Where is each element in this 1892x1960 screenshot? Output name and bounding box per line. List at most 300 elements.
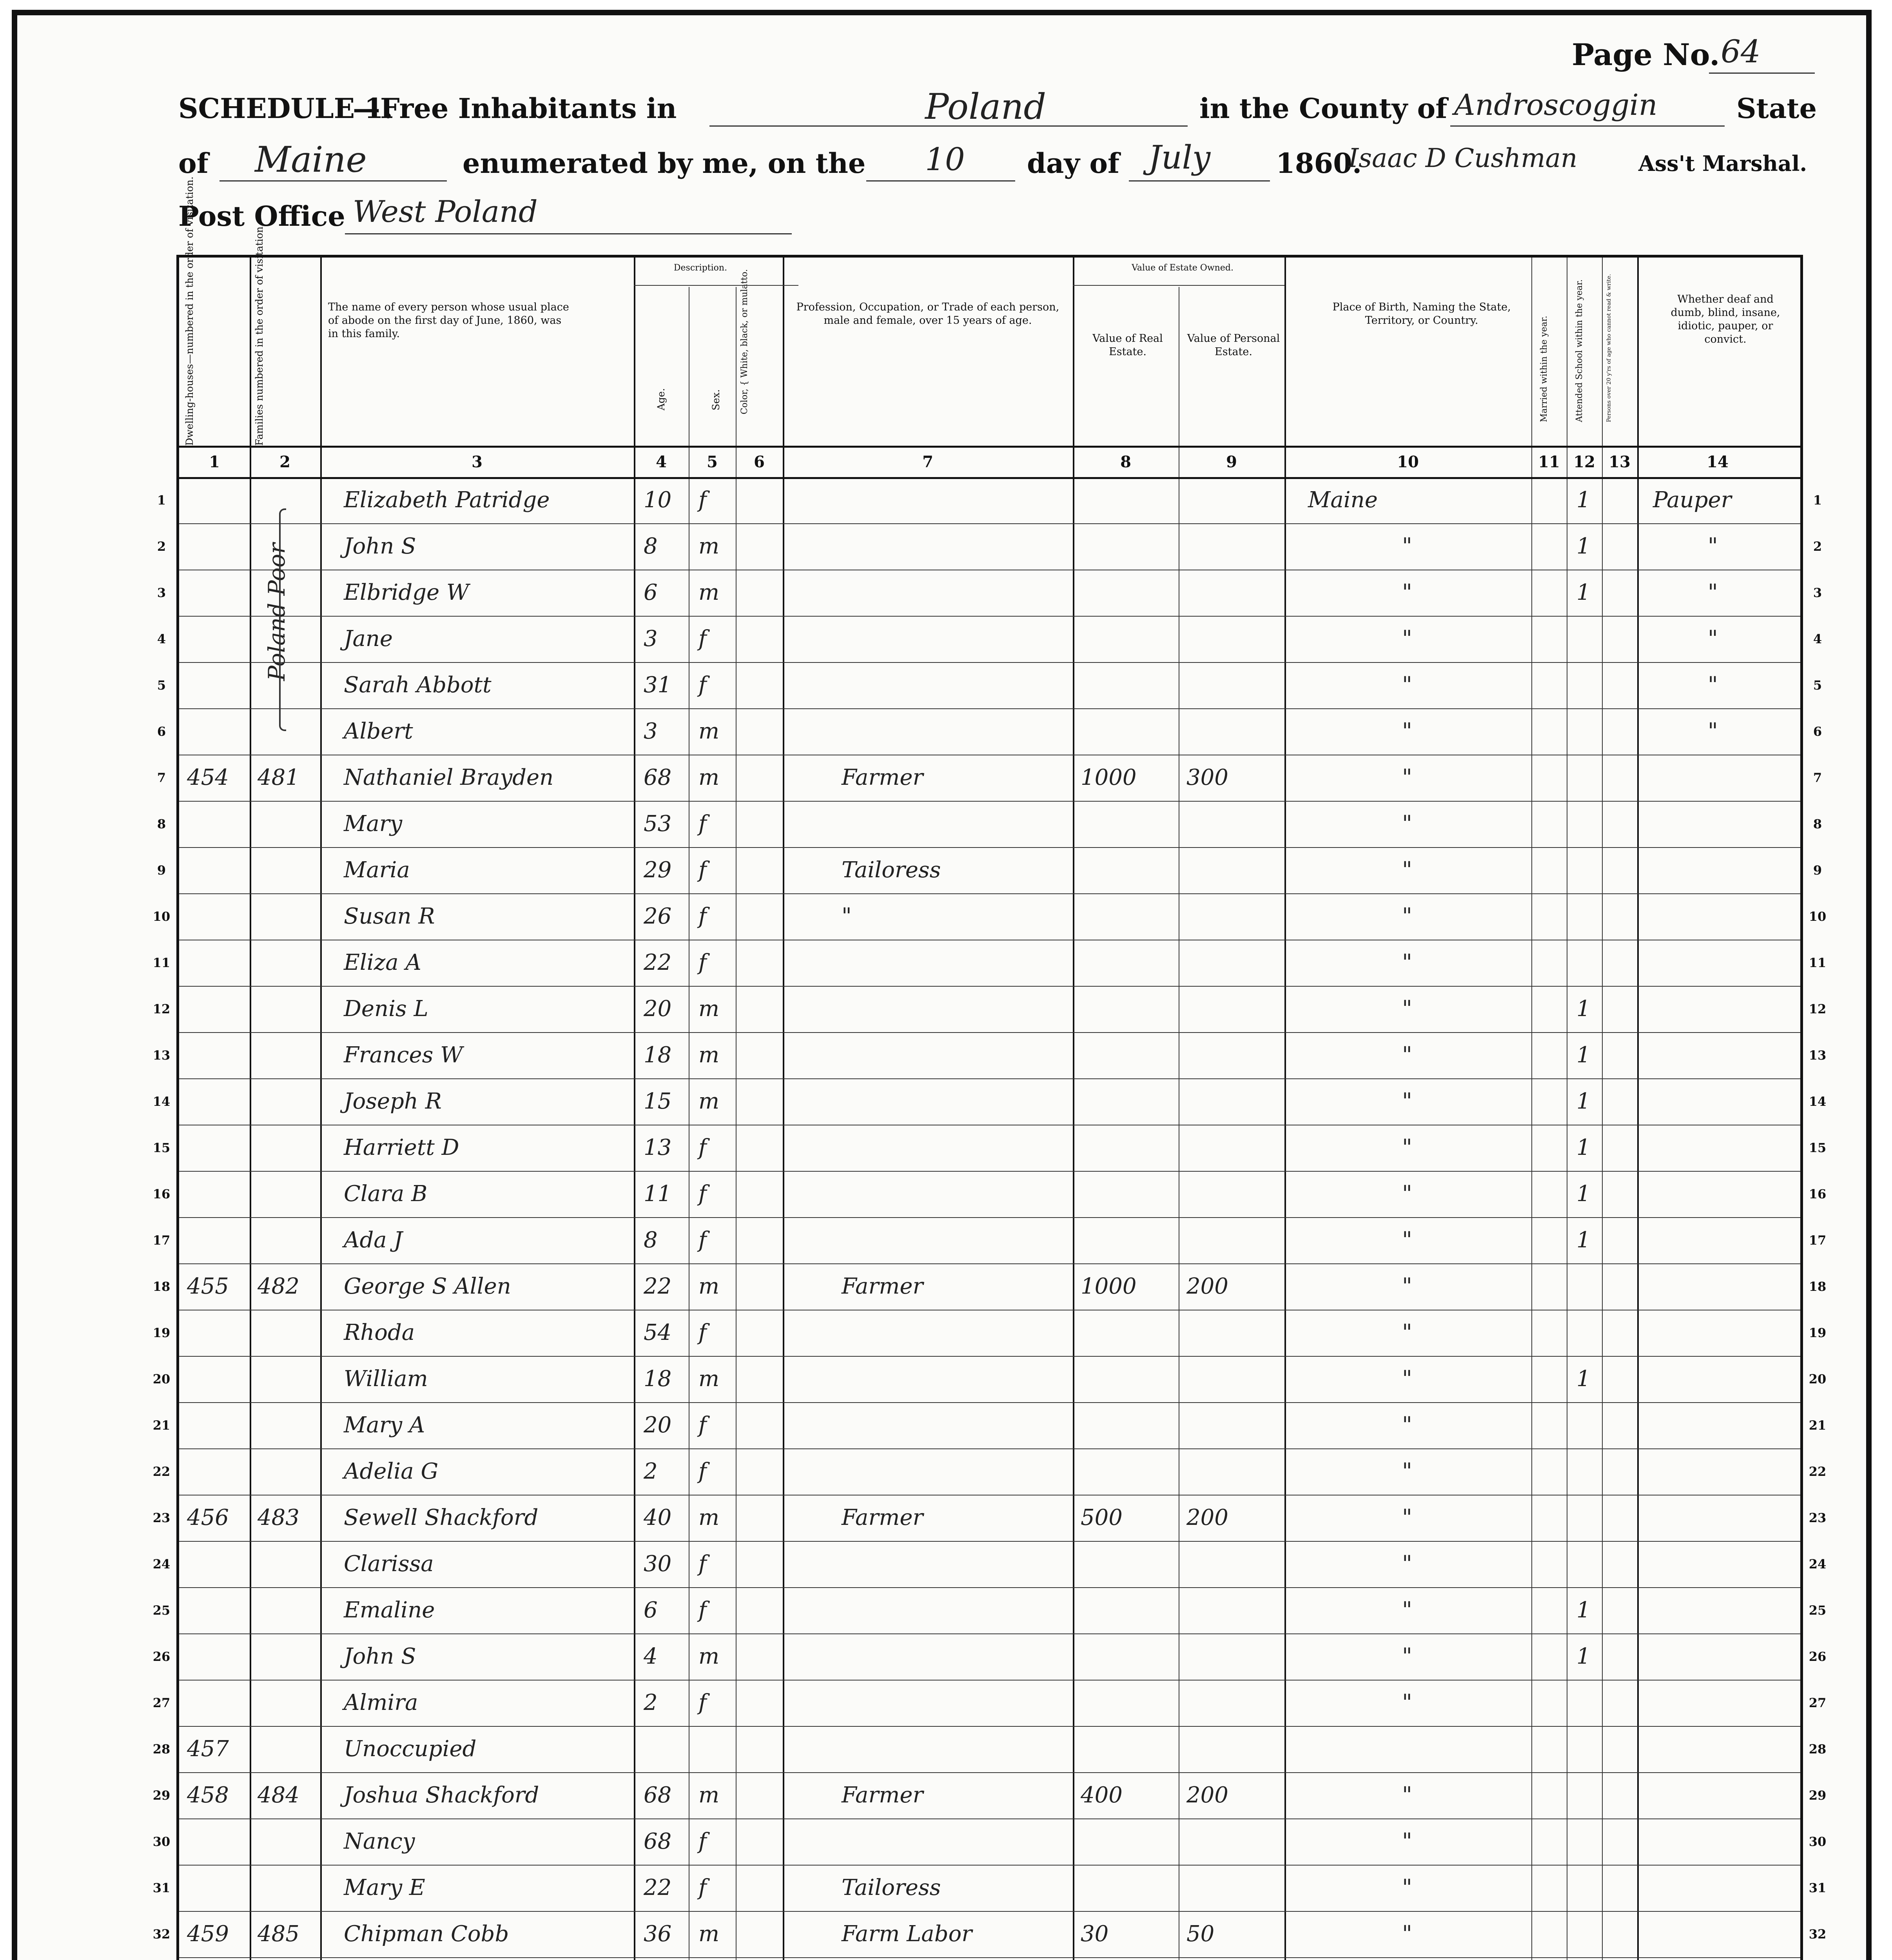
cell-cond: " (1708, 672, 1718, 698)
line-number: 17 (152, 1233, 171, 1248)
line-number: 25 (1809, 1603, 1827, 1618)
free-inhabitants-label: —Free Inhabitants in (353, 92, 677, 125)
line-number: 27 (152, 1695, 171, 1710)
line-number: 23 (152, 1510, 171, 1525)
column-number: 7 (922, 453, 933, 471)
cell-sex: f (698, 1135, 707, 1160)
column-number: 5 (707, 453, 718, 471)
cell-sex: m (698, 1644, 720, 1669)
row-divider (179, 847, 1800, 848)
line-number: 14 (152, 1094, 171, 1109)
cell-pers: 200 (1186, 1274, 1228, 1299)
line-number: 5 (157, 678, 166, 693)
cell-occ: Farmer (842, 1782, 923, 1808)
cell-birth: " (1402, 1597, 1412, 1623)
cell-sex: f (698, 1829, 707, 1854)
cell-age: 2 (644, 1459, 658, 1484)
column-number: 1 (209, 453, 220, 471)
line-number: 25 (152, 1603, 171, 1618)
column-divider (250, 258, 251, 1960)
line-number: 30 (152, 1834, 171, 1849)
column-number: 12 (1573, 453, 1595, 471)
cell-occ: Farmer (842, 1505, 923, 1530)
line-number: 24 (152, 1557, 171, 1572)
col13-header: Persons over 20 y'rs of age who cannot read & write. (1606, 274, 1612, 422)
line-number: 5 (1813, 678, 1822, 693)
line-number: 22 (1809, 1464, 1827, 1479)
cell-name: Harriett D (344, 1135, 459, 1160)
line-number: 19 (152, 1325, 171, 1340)
cell-sex: m (698, 719, 720, 744)
cell-birth (1402, 1957, 1412, 1960)
cell-age: 15 (644, 1089, 672, 1114)
line-number: 20 (152, 1372, 171, 1387)
day-of-label: day of (1027, 147, 1120, 180)
cell-sex: m (698, 534, 720, 559)
schedule-title: SCHEDULE 1. (178, 92, 393, 125)
line-number: 22 (152, 1464, 171, 1479)
cell-sch: 1 (1576, 1089, 1591, 1114)
cell-name: Unoccupied (344, 1736, 477, 1762)
cell-birth: " (1402, 950, 1412, 975)
cell-birth: " (1402, 1505, 1412, 1530)
cell-age: 6 (644, 580, 658, 605)
post-office-name: West Poland (353, 194, 538, 229)
state-name: Maine (255, 139, 367, 180)
line-number: 4 (1813, 632, 1822, 646)
col1-header: Dwelling-houses—numbered in the order of visitation. (184, 176, 195, 446)
cell-name: Rhoda (344, 1320, 415, 1345)
cell-name: George S Allen (344, 1274, 511, 1299)
line-number: 3 (1813, 585, 1822, 600)
line-number: 6 (157, 724, 166, 739)
column-divider (783, 258, 784, 1960)
cell-sex: f (698, 1227, 707, 1253)
column-divider (1284, 258, 1286, 1960)
cell-name: Jane (344, 626, 393, 652)
cell-age: 68 (644, 1782, 672, 1808)
cell-name: Mary A (344, 1412, 425, 1438)
cell-age: 11 (644, 1181, 672, 1207)
row-divider (179, 1818, 1800, 1819)
cell-sex: f (698, 1690, 707, 1715)
cell-birth: " (1402, 1366, 1412, 1392)
cell-age: 31 (644, 672, 672, 698)
cell-sex: f (698, 950, 707, 975)
line-number: 23 (1809, 1510, 1827, 1525)
group-header-divider (634, 285, 798, 286)
cell-name: John S (344, 534, 416, 559)
cell-name: Clara B (344, 1181, 428, 1207)
line-number: 17 (1809, 1233, 1827, 1248)
cell-age (644, 1957, 671, 1960)
cell-birth: " (1402, 1551, 1412, 1577)
cell-name: Chipman Cobb (344, 1921, 509, 1947)
cell-name: Emaline (344, 1597, 435, 1623)
cell-name: Eliza A (344, 950, 421, 975)
cell-birth: Maine (1308, 487, 1378, 513)
cell-sex: f (698, 857, 707, 883)
cell-birth: " (1402, 1782, 1412, 1808)
cell-birth: " (1402, 1181, 1412, 1207)
cell-age: 3 (644, 626, 658, 652)
line-number: 9 (157, 863, 166, 878)
line-number: 1 (157, 493, 166, 508)
column-number: 4 (656, 453, 667, 471)
cell-age: 26 (644, 904, 672, 929)
cell-name: Nathaniel Brayden (344, 765, 554, 790)
line-number: 13 (1809, 1048, 1827, 1063)
line-number: 8 (1813, 817, 1822, 831)
line-number: 10 (1809, 909, 1827, 924)
cell-age: 6 (644, 1597, 658, 1623)
cell-birth: " (1402, 1274, 1412, 1299)
row-divider (179, 1633, 1800, 1634)
cell-sex: f (698, 487, 707, 513)
cell-birth: " (1402, 719, 1412, 744)
cell-sex: m (698, 1366, 720, 1392)
line-number: 28 (152, 1742, 171, 1757)
enumeration-day: 10 (925, 141, 965, 178)
cell-name: Mary (344, 811, 403, 837)
line-number: 26 (152, 1649, 171, 1664)
line-number: 24 (1809, 1557, 1827, 1572)
cell-name: Adelia G (344, 1459, 439, 1484)
line-number: 31 (152, 1880, 171, 1895)
cell-age: 40 (644, 1505, 672, 1530)
place-name: Poland (925, 86, 1047, 127)
cell-pers: 200 (1186, 1505, 1228, 1530)
col5-header: Sex. (710, 389, 722, 410)
cell-birth: " (1402, 996, 1412, 1022)
column-divider (1531, 258, 1532, 1960)
family-bracket (279, 508, 286, 731)
cell-birth: " (1402, 765, 1412, 790)
cell-age: 3 (644, 719, 658, 744)
cell-birth: " (1402, 580, 1412, 605)
cell-birth: " (1402, 534, 1412, 559)
cell-sex: f (698, 1412, 707, 1438)
cell-sex: f (698, 904, 707, 929)
cell-sch: 1 (1576, 1366, 1591, 1392)
cell-sex: m (698, 1274, 720, 1299)
cell-birth: " (1402, 1089, 1412, 1114)
line-number: 8 (157, 817, 166, 831)
cell-real: 400 (1081, 1782, 1123, 1808)
line-number: 31 (1809, 1880, 1827, 1895)
cell-birth: " (1402, 672, 1412, 698)
cell-sch: 1 (1576, 1181, 1591, 1207)
cell-sex: f (698, 1875, 707, 1900)
county-name: Androscoggin (1454, 88, 1658, 122)
column-divider (1602, 258, 1603, 1960)
cell-birth: " (1402, 1644, 1412, 1669)
column-number: 3 (472, 453, 483, 471)
column-divider (1073, 258, 1074, 1960)
cell-pers: 300 (1186, 765, 1228, 790)
line-number: 12 (152, 1002, 171, 1016)
enumerated-label: enumerated by me, on the (463, 147, 866, 180)
cell-age: 54 (644, 1320, 672, 1345)
line-number (1804, 1957, 1831, 1960)
cell-age: 4 (644, 1644, 658, 1669)
cell-sex: m (698, 580, 720, 605)
column-number: 2 (279, 453, 290, 471)
cell-birth: " (1402, 626, 1412, 652)
cell-sex: f (698, 1459, 707, 1484)
enumeration-month: July (1148, 139, 1211, 176)
cell-sex: m (698, 1782, 720, 1808)
cell-sch: 1 (1576, 1597, 1591, 1623)
cell-sex: f (698, 626, 707, 652)
cell-name: Nancy (344, 1829, 415, 1854)
cell-fam: 481 (258, 765, 299, 790)
cell-sch: 1 (1576, 1227, 1591, 1253)
column-divider (634, 258, 635, 1960)
cell-occ: Farmer (842, 765, 923, 790)
cell-fam: 483 (258, 1505, 299, 1530)
cell-age: 2 (644, 1690, 658, 1715)
cell-name: Elizabeth Patridge (344, 487, 550, 513)
cell-name: Sarah Abbott (344, 672, 492, 698)
cell-name: Clarissa (344, 1551, 434, 1577)
cell-birth: " (1402, 1829, 1412, 1854)
cell-real: 500 (1081, 1505, 1123, 1530)
row-divider (179, 1217, 1800, 1218)
cell-sex: f (698, 1597, 707, 1623)
line-number: 26 (1809, 1649, 1827, 1664)
cell-occ: Farm Labor (842, 1921, 972, 1947)
cell-dw: 457 (187, 1736, 229, 1762)
cell-birth: " (1402, 1042, 1412, 1068)
column-divider (320, 258, 322, 1960)
row-divider (179, 1680, 1800, 1681)
line-number: 2 (157, 539, 166, 554)
estate-header: Value of Estate Owned. (1132, 263, 1234, 273)
cell-dw: 455 (187, 1274, 229, 1299)
bracket-note: Poland Poor (263, 543, 290, 681)
cell-fam: 484 (258, 1782, 299, 1808)
line-number (148, 1957, 175, 1960)
line-number: 15 (152, 1140, 171, 1155)
cell-age: 8 (644, 534, 658, 559)
column-number: 11 (1538, 453, 1560, 471)
enumeration-year: 1860. (1276, 147, 1362, 180)
line-number: 9 (1813, 863, 1822, 878)
row-divider (179, 616, 1800, 617)
cell-age: 53 (644, 811, 672, 837)
line-number: 28 (1809, 1742, 1827, 1757)
column-number: 9 (1226, 453, 1237, 471)
cell-age: 13 (644, 1135, 672, 1160)
cell-sex: f (698, 1181, 707, 1207)
col2-header: Families numbered in the order of visitation. (254, 223, 265, 446)
cell-birth: " (1402, 1320, 1412, 1345)
cell-age: 20 (644, 1412, 672, 1438)
cell-name: Ada J (344, 1227, 403, 1253)
state-label: State (1736, 92, 1817, 125)
cell-age: 29 (644, 857, 672, 883)
cell-name: Joseph R (344, 1089, 442, 1114)
line-number: 1 (1813, 493, 1822, 508)
cell-occ: " (842, 904, 852, 929)
line-number: 11 (1809, 955, 1827, 970)
cell-fam: 482 (258, 1274, 299, 1299)
row-divider (179, 708, 1800, 709)
cell-real: 30 (1081, 1921, 1109, 1947)
column-number: 14 (1707, 453, 1729, 471)
row-divider (179, 801, 1800, 802)
marshal-name: Isaac D Cushman (1348, 143, 1578, 173)
cell-name: Frances W (344, 1042, 463, 1068)
cell-fam: 485 (258, 1921, 299, 1947)
column-number: 8 (1120, 453, 1131, 471)
cell-sex: f (698, 672, 707, 698)
col12-header: Attended School within the year. (1575, 279, 1584, 422)
line-number: 15 (1809, 1140, 1827, 1155)
of-label: of (178, 147, 209, 180)
cell-name: Elbridge W (344, 580, 469, 605)
cell-birth: " (1402, 1459, 1412, 1484)
cell-name: Sewell Shackford (344, 1505, 539, 1530)
line-number: 13 (152, 1048, 171, 1063)
cell-occ: Farmer (842, 1274, 923, 1299)
cell-sex: f (698, 1551, 707, 1577)
cell-dw: 454 (187, 765, 229, 790)
line-number: 21 (152, 1418, 171, 1433)
line-number: 11 (152, 955, 171, 970)
cell-sch: 1 (1576, 534, 1591, 559)
col14-header: Whether deaf and dumb, blind, insane, idiotic, pauper, or convict. (1671, 293, 1780, 345)
cell-name: William (344, 1366, 428, 1392)
cell-sex: m (698, 1505, 720, 1530)
header-divider (179, 446, 1800, 448)
cell-sex: m (698, 1042, 720, 1068)
cell-age: 18 (644, 1366, 672, 1392)
cell-sch: 1 (1576, 580, 1591, 605)
cell-sex: m (698, 765, 720, 790)
line-number: 27 (1809, 1695, 1827, 1710)
cell-dw: 459 (187, 1921, 229, 1947)
cell-sex (698, 1957, 707, 1960)
line-number: 18 (1809, 1279, 1827, 1294)
cell-age: 22 (644, 1875, 672, 1900)
cell-birth: " (1402, 1227, 1412, 1253)
cell-name: Almira (344, 1690, 418, 1715)
cell-birth: " (1402, 1412, 1412, 1438)
line-number: 29 (1809, 1788, 1827, 1803)
cell-real: 1000 (1081, 1274, 1137, 1299)
cell-age: 22 (644, 950, 672, 975)
cell-cond: " (1708, 626, 1718, 652)
cell-sex: m (698, 1089, 720, 1114)
column-number: 10 (1397, 453, 1419, 471)
line-number: 20 (1809, 1372, 1827, 1387)
cell-occ: Tailoress (842, 857, 941, 883)
group-header-divider (1073, 285, 1284, 286)
cell-name (344, 1957, 420, 1960)
col8-header: Value of Real Estate. (1092, 332, 1163, 358)
cell-name: Denis L (344, 996, 428, 1022)
cell-birth: " (1402, 1135, 1412, 1160)
line-number: 18 (152, 1279, 171, 1294)
cell-name: John S (344, 1644, 416, 1669)
cell-cond: " (1708, 534, 1718, 559)
col6-header: Color, { White, black, or mulatto. (740, 269, 749, 414)
cell-sch: 1 (1576, 996, 1591, 1022)
cell-name: Joshua Shackford (344, 1782, 539, 1808)
line-number: 19 (1809, 1325, 1827, 1340)
marshal-label: Ass't Marshal. (1638, 151, 1807, 176)
page-number-label: Page No. (1572, 37, 1720, 72)
cell-age: 18 (644, 1042, 672, 1068)
line-number: 32 (1809, 1927, 1827, 1942)
cell-occ: Tailoress (842, 1875, 941, 1900)
cell-cond: Pauper (1653, 487, 1732, 513)
col10-header: Place of Birth, Naming the State, Territory, or Country. (1332, 301, 1511, 327)
line-number: 7 (157, 770, 166, 785)
cell-name: Mary E (344, 1875, 425, 1900)
col11-header: Married within the year. (1539, 316, 1549, 422)
cell-age: 68 (644, 1829, 672, 1854)
cell-sex: f (698, 1320, 707, 1345)
cell-age: 22 (644, 1274, 672, 1299)
cell-name: Albert (344, 719, 413, 744)
column-number: 6 (754, 453, 765, 471)
col3-header: The name of every person whose usual place of abode on the first day of June, 1860, was in this family. (328, 301, 569, 340)
line-number: 10 (152, 909, 171, 924)
line-number: 2 (1813, 539, 1822, 554)
line-number: 32 (152, 1927, 171, 1942)
column-divider (1637, 258, 1639, 1960)
column-number: 13 (1609, 453, 1631, 471)
line-number: 12 (1809, 1002, 1827, 1016)
line-number: 21 (1809, 1418, 1827, 1433)
line-number: 7 (1813, 770, 1822, 785)
line-number: 16 (152, 1187, 171, 1201)
col9-header: Value of Personal Estate. (1187, 332, 1280, 358)
cell-birth: " (1402, 1921, 1412, 1947)
cell-name: Maria (344, 857, 410, 883)
cell-pers: 200 (1186, 1782, 1228, 1808)
post-office-label: Post Office (178, 200, 345, 232)
cell-name: Susan R (344, 904, 435, 929)
cell-dw: 458 (187, 1782, 229, 1808)
line-number: 16 (1809, 1187, 1827, 1201)
cell-birth: " (1402, 811, 1412, 837)
cell-age: 20 (644, 996, 672, 1022)
description-header: Description. (673, 263, 727, 273)
col4-header: Age. (655, 388, 667, 410)
county-label: in the County of (1199, 92, 1448, 125)
col7-header: Profession, Occupation, or Trade of each person, male and female, over 15 years of age. (796, 301, 1059, 327)
line-number: 30 (1809, 1834, 1827, 1849)
cell-cond: " (1708, 580, 1718, 605)
cell-cond: " (1708, 719, 1718, 744)
row-divider (179, 1957, 1800, 1958)
cell-real: 1000 (1081, 765, 1137, 790)
cell-age: 30 (644, 1551, 672, 1577)
line-number: 14 (1809, 1094, 1827, 1109)
cell-sch: 1 (1576, 1042, 1591, 1068)
cell-age: 10 (644, 487, 672, 513)
cell-birth: " (1402, 904, 1412, 929)
cell-sch: 1 (1576, 1135, 1591, 1160)
cell-sex: f (698, 811, 707, 837)
cell-age: 8 (644, 1227, 658, 1253)
cell-sex: m (698, 996, 720, 1022)
line-number: 6 (1813, 724, 1822, 739)
